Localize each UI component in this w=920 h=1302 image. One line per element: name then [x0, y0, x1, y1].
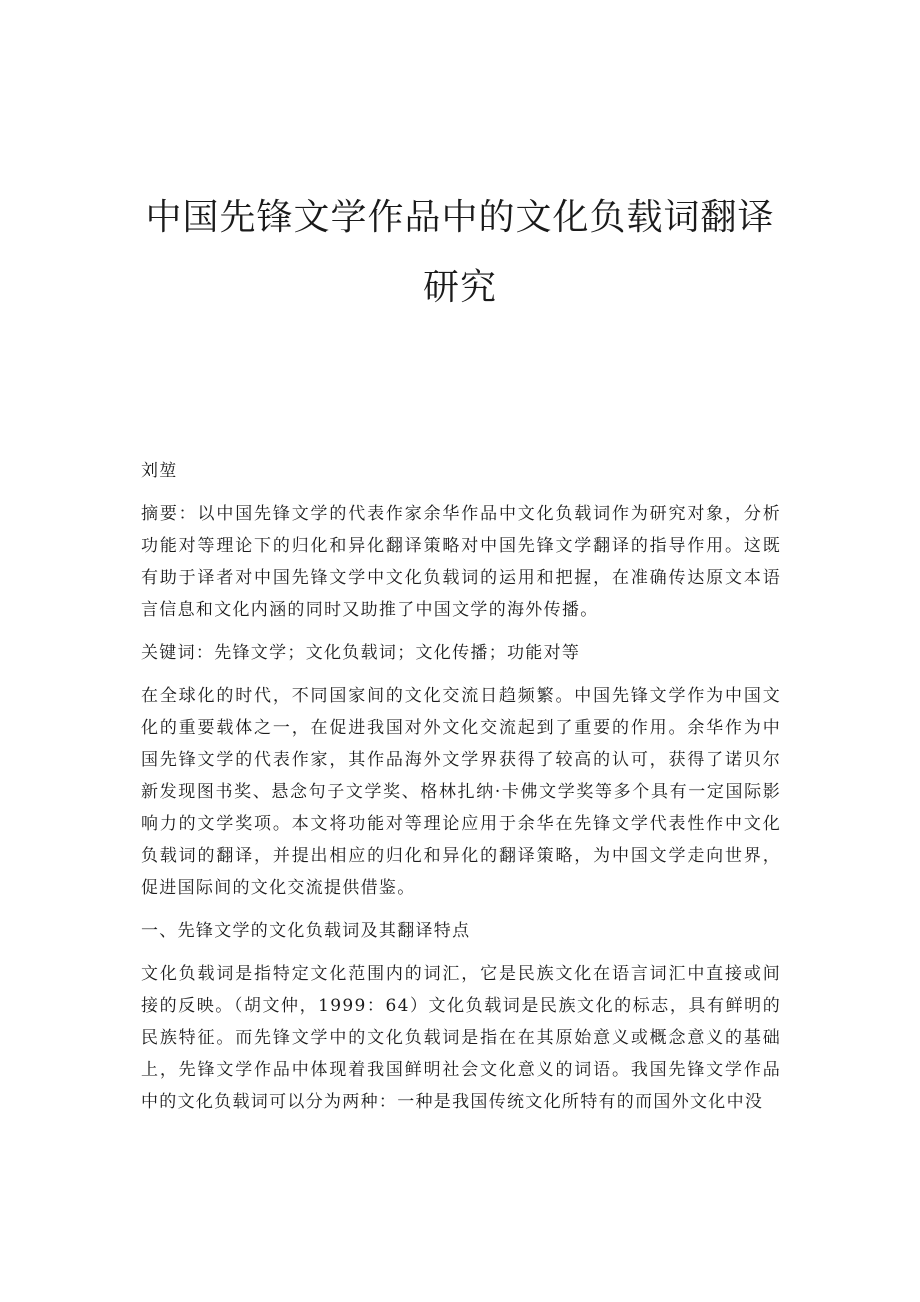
section-heading: 一、先锋文学的文化负载词及其翻译特点	[141, 921, 471, 941]
paper-title: 中国先锋文学作品中的文化负载词翻译研究	[145, 197, 775, 308]
section-paragraph: 文化负载词是指特定文化范围内的词汇，它是民族文化在语言词汇中直接或间接的反映。（胡文仲，1999：64）文化负载词是民族文化的标志，具有鲜明的民族特征。而先锋文学中的文化负载词是指在在其原始意义或概念意义的基础上，先锋文学作品中体现着我国鲜明社会文化意义的词语。我国先锋文学作品中的文化负载词可以分为两种：一种是我国传统文化所特有的而国外文化中没	[141, 964, 781, 1112]
author-name: 刘堃	[141, 461, 178, 481]
abstract-paragraph: 摘要：以中国先锋文学的代表作家余华作品中文化负载词作为研究对象，分析功能对等理论下的归化和异化翻译策略对中国先锋文学翻译的指导作用。这既有助于译者对中国先锋文学中文化负载词的运用和把握，在准确传达原文本语言信息和文化内涵的同时又助推了中国文学的海外传播。	[141, 504, 781, 620]
paper-body	[141, 455, 781, 1129]
keywords-line: 关键词：先锋文学；文化负载词；文化传播；功能对等	[141, 643, 581, 663]
intro-paragraph: 在全球化的时代，不同国家间的文化交流日趋频繁。中国先锋文学作为中国文化的重要载体之一，在促进我国对外文化交流起到了重要的作用。余华作为中国先锋文学的代表作家，其作品海外文学界获得了较高的认可，获得了诺贝尔新发现图书奖、悬念句子文学奖、格林扎纳·卡佛文学奖等多个具有一定国际影响力的文学奖项。本文将功能对等理论应用于余华在先锋文学代表性作中文化负载词的翻译，并提出相应的归化和异化的翻译策略，为中国文学走向世界，促进国际间的文化交流提供借鉴。	[141, 686, 781, 898]
